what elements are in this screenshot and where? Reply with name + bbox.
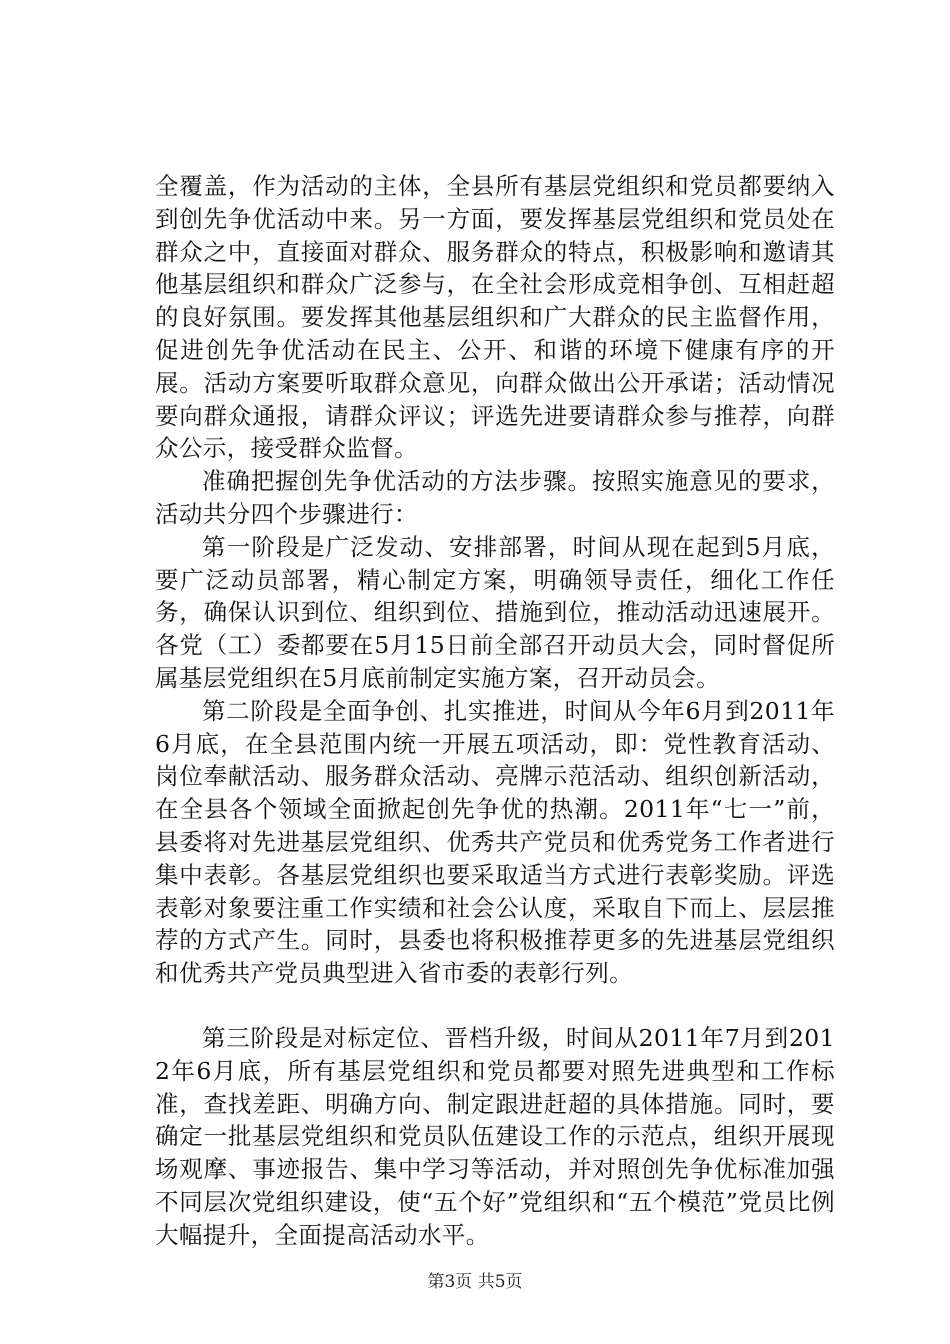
page-number-footer: 第3页 共5页 [427, 1272, 523, 1292]
paragraph-coverage: 全覆盖，作为活动的主体，全县所有基层党组织和党员都要纳入到创先争优活动中来。另一方面，要发挥基层党组织和党员处在群众之中，直接面对群众、服务群众的特点，积极影响和邀请其他基层组织和群众广泛参与，在全社会形成竞相争创、互相赶超的良好氛围。要发挥其他基层组织和广大群众的民主监督作用，促进创先争优活动在民主、公开、和谐的环境下健康有序的开展。活动方案要听取群众意见，向群众做出公开承诺；活动情况要向群众通报，请群众评议；评选先进要请群众参与推荐，向群众公示，接受群众监督。 [155, 172, 835, 463]
paragraph-stage-three: 第三阶段是对标定位、晋档升级，时间从2011年7月到2012年6月底，所有基层党组织和党员都要对照先进典型和工作标准，查找差距、明确方向、制定跟进赶超的具体措施。同时，要确定一批基层党组织和党员队伍建设工作的示范点，组织开展现场观摩、事迹报告、集中学习等活动，并对照创先争优标准加强不同层次党组织建设，使“五个好”党组织和“五个模范”党员比例大幅提升，全面提高活动水平。 [155, 1023, 835, 1249]
paragraph-stage-one: 第一阶段是广泛发动、安排部署，时间从现在起到5月底，要广泛动员部署，精心制定方案，明确领导责任，细化工作任务，确保认识到位、组织到位、措施到位，推动活动迅速展开。各党（工）委都要在5月15日前全部召开动员大会，同时督促所属基层党组织在5月底前制定实施方案，召开动员会。 [155, 532, 835, 692]
document-body [155, 170, 835, 1252]
paragraph-spacer [155, 990, 835, 1022]
paragraph-stage-two: 第二阶段是全面争创、扎实推进，时间从今年6月到2011年6月底，在全县范围内统一开展五项活动，即：党性教育活动、岗位奉献活动、服务群众活动、亮牌示范活动、组织创新活动，在全县各个领域全面掀起创先争优的热潮。2011年“七一”前，县委将对先进基层党组织、优秀共产党员和优秀党务工作者进行集中表彰。各基层党组织也要采取适当方式进行表彰奖励。评选表彰对象要注重工作实绩和社会公认度，采取自下而上、层层推荐的方式产生。同时，县委也将积极推荐更多的先进基层党组织和优秀共产党员典型进入省市委的表彰行列。 [155, 696, 835, 988]
paragraph-method-steps: 准确把握创先争优活动的方法步骤。按照实施意见的要求，活动共分四个步骤进行： [155, 467, 835, 528]
